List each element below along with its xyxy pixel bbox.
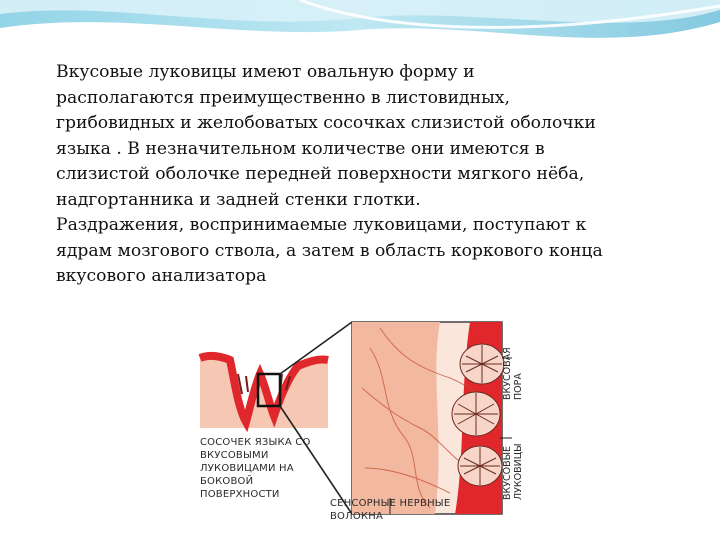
caption-papilla: СОСОЧЕК ЯЗЫКА СО ВКУСОВЫМИ ЛУКОВИЦАМИ НА БОКОВОЙ ПОВЕРХНОСТИ: [200, 437, 311, 500]
caption-nerve-fibers: СЕНСОРНЫЕ НЕРВНЫЕ ВОЛОКНА: [330, 498, 451, 522]
body-text: Вкусовые луковицы имеют овальную форму и располагаются преимущественно в листовидных, грибовидных и желобоватых сосочках слизистой оболочки языка . В незначительном количестве они имеются в слизистой оболочке передней поверхности мягкого нёба, надгортанника и задней стенки глотки. Раздражения, воспринимаемые луковицами, поступают к ядрам мозгового ствола, а затем в область коркового конца вкусового анализатора: [56, 62, 603, 286]
taste-bud-1: [460, 344, 504, 384]
taste-bud-3: [458, 446, 502, 486]
papilla-diagram: [200, 356, 328, 428]
caption-taste-bulbs: ВКУСОВЫЕ ЛУКОВИЦЫ: [502, 443, 524, 500]
taste-bud-2: [452, 392, 500, 436]
caption-taste-pore: ВКУСОВАЯ ПОРА: [502, 347, 524, 400]
decorative-wave-header: [0, 0, 720, 60]
enlarged-tissue: [352, 322, 512, 514]
